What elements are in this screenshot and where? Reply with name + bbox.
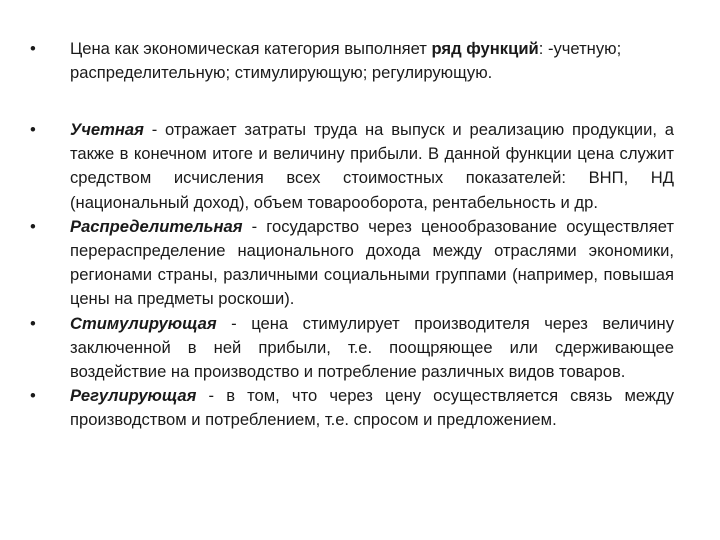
function-item-regulating [30, 384, 674, 432]
function-item-accounting [30, 118, 674, 215]
function-term: Учетная [70, 120, 144, 139]
function-term: Регулирующая [70, 386, 197, 406]
intro-text-before: Цена как экономическая категория выполняет [70, 39, 432, 58]
bullet-icon: • [30, 386, 36, 406]
functions-list [30, 118, 674, 433]
bullet-icon: • [30, 216, 36, 236]
function-item-distribution [30, 215, 674, 312]
function-text: - цена стимулирует производителя через величину заключенной в ней прибыли, т.е. поощряющее или сдерживающее воздействие на производство и потребление различных видов товаров. [70, 313, 674, 382]
function-text: - государство через ценообразование осуществляет перераспределение национального дохода между отраслями экономики, регионами страны, различными социальными группами (например, повышая цены на предметы роскоши). [70, 216, 674, 309]
intro-text-after: : -учетную; распределительную; стимулирующую; регулирующую. [70, 39, 622, 83]
intro-list [30, 37, 674, 85]
function-item-stimulating [30, 312, 674, 385]
function-term: Распределительная [70, 216, 243, 236]
intro-text-bold: ряд функций [431, 39, 539, 58]
function-text: - в том, что через цену осуществляется связь между производством и потреблением, т.е. спросом и предложением. [70, 386, 674, 430]
bullet-icon: • [30, 313, 36, 333]
function-text: - отражает затраты труда на выпуск и реализацию продукции, а также в конечном итоге и величину прибыли. В данной функции цена служит средством исчисления всех стоимостных показателей: ВНП, НД (национальный доход), объем товарооборота, рентабельность и др. [70, 120, 674, 212]
bullet-icon: • [30, 39, 36, 58]
intro-item [30, 37, 674, 85]
bullet-icon: • [30, 120, 36, 139]
function-term: Стимулирующая [70, 313, 217, 333]
